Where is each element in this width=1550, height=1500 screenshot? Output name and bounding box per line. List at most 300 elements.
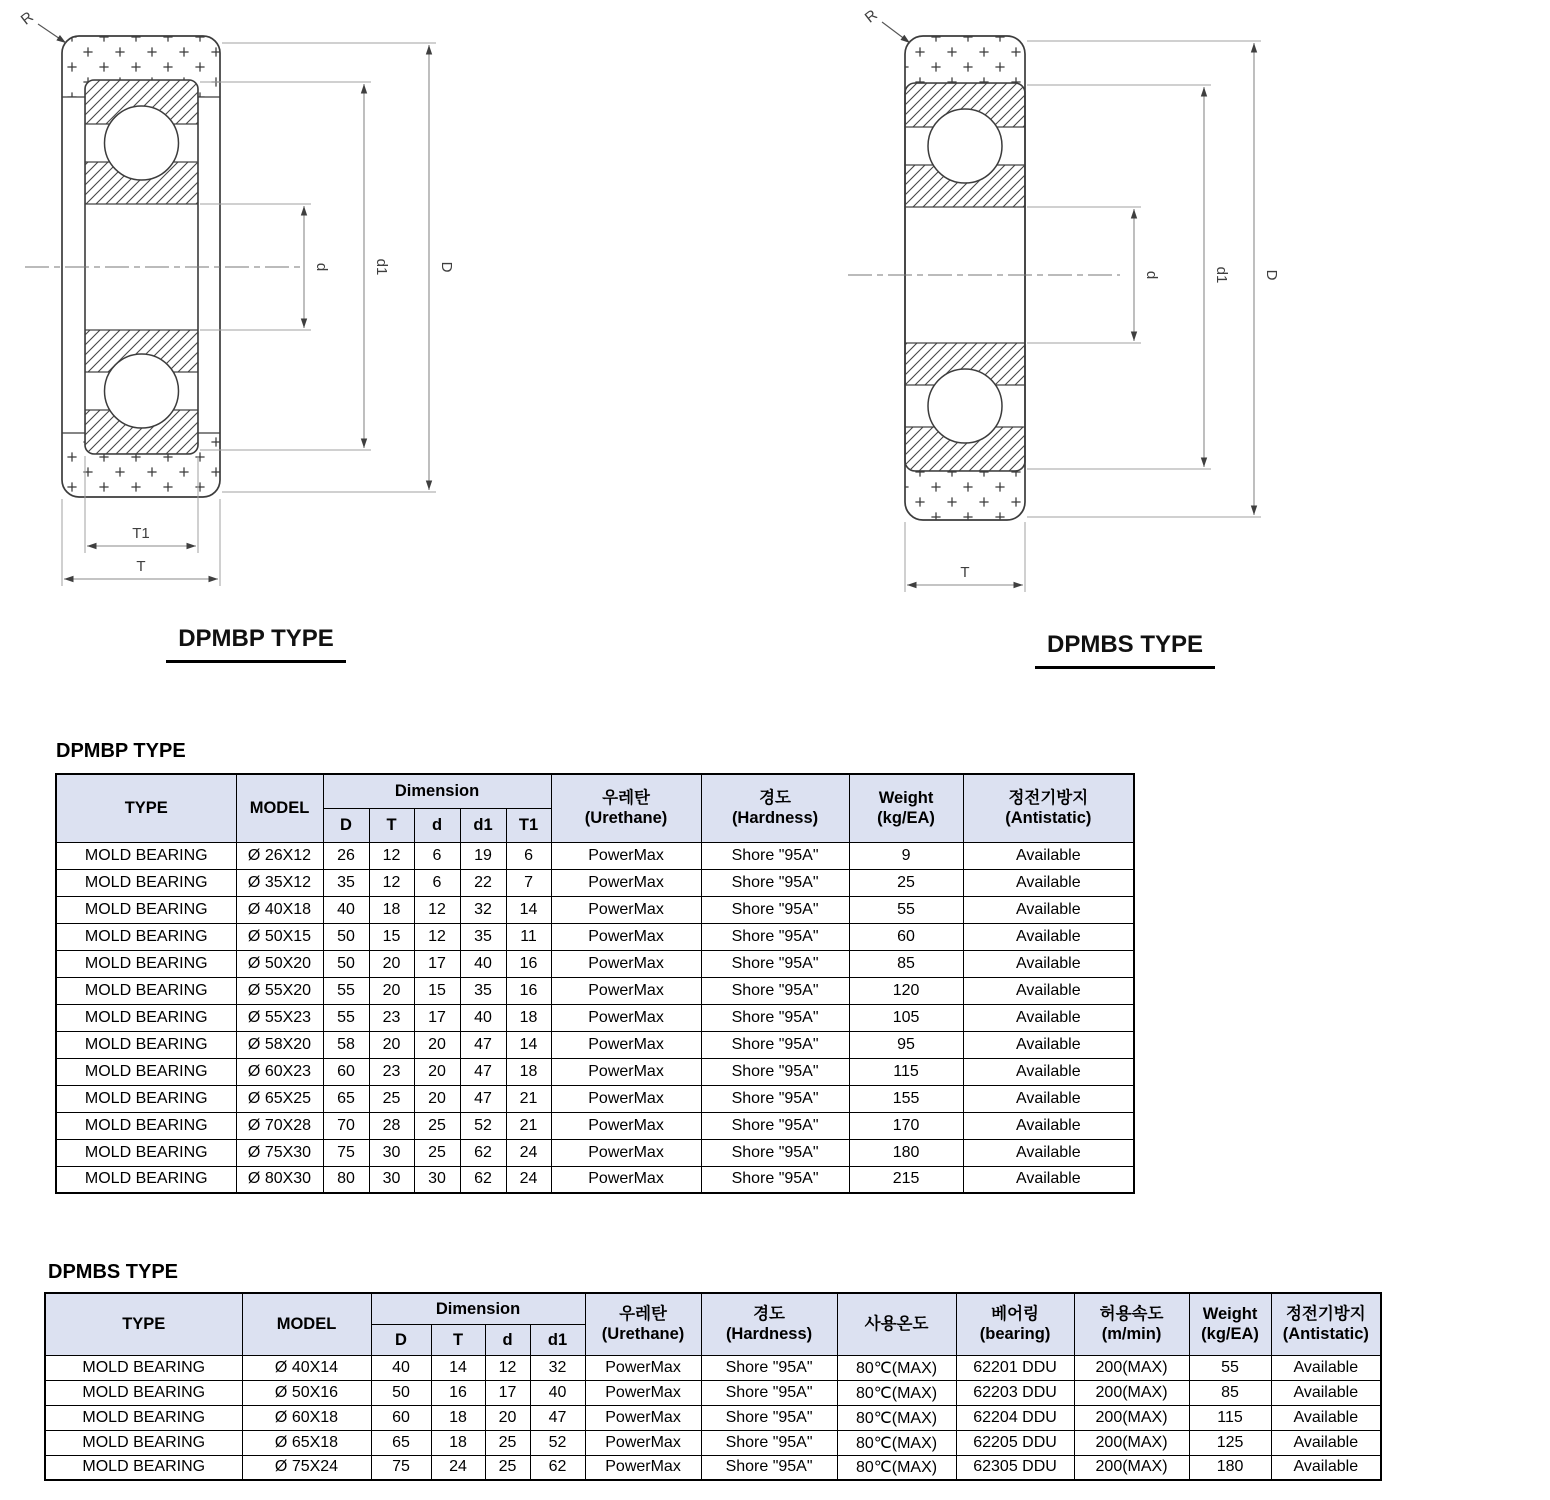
cell: Shore "95A"	[701, 1004, 849, 1031]
cell: 6	[414, 869, 460, 896]
cell: 75	[323, 1139, 369, 1166]
table-row	[45, 1455, 1381, 1480]
cell: 215	[849, 1166, 963, 1193]
cell: 105	[849, 1004, 963, 1031]
cell: Available	[963, 869, 1134, 896]
cell: 200(MAX)	[1074, 1430, 1189, 1455]
col-weight-l1: Weight	[1202, 1305, 1258, 1324]
col-urethane-ko: 우레탄	[619, 1305, 667, 1324]
dpmbp-diagram	[18, 8, 455, 586]
cell: Ø 75X24	[242, 1455, 371, 1480]
cell: 47	[460, 1031, 506, 1058]
cell: 55	[849, 896, 963, 923]
cell: 40	[460, 950, 506, 977]
cell: Shore "95A"	[701, 1058, 849, 1085]
cell: 30	[414, 1166, 460, 1193]
cell: Shore "95A"	[701, 950, 849, 977]
bore-label: d	[313, 262, 330, 272]
cell: Shore "95A"	[701, 896, 849, 923]
cell: MOLD BEARING	[56, 1112, 236, 1139]
cell: Shore "95A"	[701, 1380, 837, 1405]
cell: 26	[323, 842, 369, 869]
cell: 80	[323, 1166, 369, 1193]
col-dimension-group: Dimension	[371, 1293, 585, 1324]
cell: PowerMax	[551, 1112, 701, 1139]
col-bearing	[956, 1293, 1074, 1355]
inner-width-label: T1	[132, 525, 150, 542]
cell: 62305 DDU	[956, 1455, 1074, 1480]
col-hardness-ko: 경도	[753, 1305, 785, 1324]
cell: 23	[369, 1004, 414, 1031]
cell: 200(MAX)	[1074, 1405, 1189, 1430]
cell: 47	[530, 1405, 585, 1430]
cell: 14	[431, 1355, 485, 1380]
col-hardness	[701, 1293, 837, 1355]
cell: 25	[849, 869, 963, 896]
cell: 120	[849, 977, 963, 1004]
width-label: T	[960, 564, 970, 581]
cell: Available	[1271, 1405, 1381, 1430]
col-type: TYPE	[45, 1293, 242, 1355]
table-row	[45, 1430, 1381, 1455]
ball-bottom	[105, 354, 179, 428]
outer-dia-label: D	[1263, 269, 1280, 281]
col-hardness	[701, 774, 849, 842]
col-urethane	[551, 774, 701, 842]
table-row	[56, 842, 1134, 869]
cell: MOLD BEARING	[56, 977, 236, 1004]
dpmbs-table-header	[45, 1293, 1381, 1355]
cell: Shore "95A"	[701, 1112, 849, 1139]
cell: Shore "95A"	[701, 1355, 837, 1380]
cell: Shore "95A"	[701, 1031, 849, 1058]
cell: Available	[963, 1112, 1134, 1139]
dpmbs-diagram	[848, 6, 1280, 592]
cell: 12	[369, 869, 414, 896]
cell: MOLD BEARING	[56, 869, 236, 896]
cell: Shore "95A"	[701, 869, 849, 896]
cell: MOLD BEARING	[45, 1430, 242, 1455]
cell: Shore "95A"	[701, 923, 849, 950]
cell: 85	[1189, 1380, 1271, 1405]
cell: 28	[369, 1112, 414, 1139]
col-hardness-en: (Hardness)	[731, 809, 819, 828]
cell: 20	[369, 950, 414, 977]
cell: 52	[460, 1112, 506, 1139]
cell: 12	[414, 896, 460, 923]
cell: 17	[414, 1004, 460, 1031]
cell: 21	[506, 1112, 551, 1139]
cell: 25	[485, 1455, 530, 1480]
radius-label: R	[17, 8, 37, 29]
cell: MOLD BEARING	[56, 950, 236, 977]
cell: MOLD BEARING	[56, 1139, 236, 1166]
dpmbp-table-body	[56, 842, 1134, 1193]
cell: 70	[323, 1112, 369, 1139]
cell: 18	[431, 1405, 485, 1430]
cell: 35	[323, 869, 369, 896]
cell: Ø 35X12	[236, 869, 323, 896]
dpmbs-table-caption: DPMBS TYPE	[48, 1261, 179, 1283]
cell: 16	[506, 977, 551, 1004]
cell: PowerMax	[551, 896, 701, 923]
cell: Ø 60X18	[242, 1405, 371, 1430]
col-antistatic	[963, 774, 1134, 842]
cell: Shore "95A"	[701, 977, 849, 1004]
col-hardness-en: (Hardness)	[725, 1325, 813, 1344]
cell: 55	[323, 977, 369, 1004]
cell: 80℃(MAX)	[837, 1380, 956, 1405]
cell: PowerMax	[585, 1355, 701, 1380]
col-weight-l2: (kg/EA)	[877, 809, 935, 828]
cell: 65	[323, 1085, 369, 1112]
ball-bottom	[928, 369, 1002, 443]
cell: 115	[1189, 1405, 1271, 1430]
cell: PowerMax	[551, 1031, 701, 1058]
col-urethane-en: (Urethane)	[601, 1325, 685, 1344]
cell: PowerMax	[551, 950, 701, 977]
cell: 80℃(MAX)	[837, 1430, 956, 1455]
cell: 180	[1189, 1455, 1271, 1480]
cell: 24	[506, 1139, 551, 1166]
cell: PowerMax	[585, 1380, 701, 1405]
cell: 60	[371, 1405, 431, 1430]
outer-dia-label: D	[438, 261, 455, 273]
cell: Available	[1271, 1430, 1381, 1455]
cell: Ø 50X15	[236, 923, 323, 950]
cell: 200(MAX)	[1074, 1455, 1189, 1480]
cell: Available	[963, 923, 1134, 950]
table-row	[45, 1405, 1381, 1430]
cell: 25	[414, 1139, 460, 1166]
cell: 12	[414, 923, 460, 950]
col-antistatic-en: (Antistatic)	[1282, 1325, 1369, 1344]
cell: Ø 50X20	[236, 950, 323, 977]
cell: 62205 DDU	[956, 1430, 1074, 1455]
cell: 16	[431, 1380, 485, 1405]
dpmbs-table-body	[45, 1355, 1381, 1480]
cell: 40	[530, 1380, 585, 1405]
cell: Available	[1271, 1455, 1381, 1480]
cell: Shore "95A"	[701, 1455, 837, 1480]
col-speed-ko: 허용속도	[1099, 1305, 1164, 1324]
cell: 75	[371, 1455, 431, 1480]
cell: 18	[369, 896, 414, 923]
cell: MOLD BEARING	[45, 1455, 242, 1480]
cell: MOLD BEARING	[45, 1405, 242, 1430]
cell: 30	[369, 1139, 414, 1166]
cell: 52	[530, 1430, 585, 1455]
cell: Available	[963, 1166, 1134, 1193]
cell: 80℃(MAX)	[837, 1355, 956, 1380]
cell: 55	[323, 1004, 369, 1031]
cell: 125	[1189, 1430, 1271, 1455]
col-weight-l1: Weight	[878, 789, 934, 808]
cell: 55	[1189, 1355, 1271, 1380]
table-row	[56, 869, 1134, 896]
col-antistatic	[1271, 1293, 1381, 1355]
cell: 6	[414, 842, 460, 869]
cell: 35	[460, 977, 506, 1004]
cell: Available	[963, 950, 1134, 977]
cell: MOLD BEARING	[45, 1355, 242, 1380]
cell: 20	[369, 1031, 414, 1058]
cell: 17	[485, 1380, 530, 1405]
cell: 32	[460, 896, 506, 923]
radius-label: R	[861, 6, 881, 27]
cell: 25	[485, 1430, 530, 1455]
cell: 62201 DDU	[956, 1355, 1074, 1380]
cell: 14	[506, 896, 551, 923]
cell: Ø 40X14	[242, 1355, 371, 1380]
cell: MOLD BEARING	[56, 896, 236, 923]
inner-dia-label: d1	[373, 258, 390, 276]
cell: PowerMax	[585, 1430, 701, 1455]
col-operating-temp: 사용온도	[837, 1293, 956, 1355]
cell: Ø 65X18	[242, 1430, 371, 1455]
cell: Available	[963, 1085, 1134, 1112]
width-label: T	[136, 558, 146, 575]
cell: 85	[849, 950, 963, 977]
cell: 23	[369, 1058, 414, 1085]
cell: 35	[460, 923, 506, 950]
cell: 50	[323, 923, 369, 950]
cell: 21	[506, 1085, 551, 1112]
cell: PowerMax	[551, 869, 701, 896]
bore-label: d	[1143, 270, 1160, 280]
cell: 15	[414, 977, 460, 1004]
cell: Available	[963, 1139, 1134, 1166]
cell: PowerMax	[551, 842, 701, 869]
cell: 155	[849, 1085, 963, 1112]
cell: 50	[371, 1380, 431, 1405]
cell: 62204 DDU	[956, 1405, 1074, 1430]
cell: 16	[506, 950, 551, 977]
cell: 200(MAX)	[1074, 1380, 1189, 1405]
cell: 15	[369, 923, 414, 950]
table-row	[56, 950, 1134, 977]
cell: 20	[414, 1031, 460, 1058]
ball-top	[105, 106, 179, 180]
cell: 18	[431, 1430, 485, 1455]
cell: 19	[460, 842, 506, 869]
col-weight	[849, 774, 963, 842]
cell: 20	[414, 1058, 460, 1085]
col-hardness-ko: 경도	[759, 789, 791, 808]
table-row	[56, 1166, 1134, 1193]
dpmbs-diagram-title-text: DPMBS TYPE	[1035, 631, 1215, 669]
cell: Ø 40X18	[236, 896, 323, 923]
cell: 20	[485, 1405, 530, 1430]
cell: 47	[460, 1058, 506, 1085]
dpmbs-spec-table	[44, 1292, 1382, 1481]
cell: 18	[506, 1058, 551, 1085]
cell: 115	[849, 1058, 963, 1085]
cell: 20	[414, 1085, 460, 1112]
ball-top	[928, 109, 1002, 183]
cell: 50	[323, 950, 369, 977]
table-row	[56, 977, 1134, 1004]
cell: 62	[460, 1166, 506, 1193]
col-dim-D: D	[323, 808, 369, 842]
col-dim-d1: d1	[530, 1324, 585, 1355]
dpmbp-table-header	[56, 774, 1134, 842]
cell: MOLD BEARING	[56, 1166, 236, 1193]
table-row	[56, 1031, 1134, 1058]
cell: MOLD BEARING	[56, 842, 236, 869]
table-row	[45, 1355, 1381, 1380]
col-allowable-speed	[1074, 1293, 1189, 1355]
cell: 80℃(MAX)	[837, 1405, 956, 1430]
cell: Ø 50X16	[242, 1380, 371, 1405]
col-bearing-ko: 베어링	[991, 1305, 1039, 1324]
cell: 11	[506, 923, 551, 950]
cell: 25	[414, 1112, 460, 1139]
col-urethane	[585, 1293, 701, 1355]
cell: MOLD BEARING	[56, 923, 236, 950]
dpmbs-diagram-title	[1015, 631, 1235, 669]
cell: PowerMax	[551, 1058, 701, 1085]
cell: Shore "95A"	[701, 1405, 837, 1430]
col-dim-T: T	[369, 808, 414, 842]
cell: Available	[963, 1058, 1134, 1085]
dpmbp-diagram-title-text: DPMBP TYPE	[166, 625, 346, 663]
dpmbp-table-caption: DPMBP TYPE	[56, 740, 186, 762]
cell: 7	[506, 869, 551, 896]
cell: 200(MAX)	[1074, 1355, 1189, 1380]
cell: 24	[431, 1455, 485, 1480]
col-antistatic-ko: 정전기방지	[1285, 1305, 1366, 1324]
col-dim-d1: d1	[460, 808, 506, 842]
table-row	[56, 1058, 1134, 1085]
cell: 95	[849, 1031, 963, 1058]
cell: 30	[369, 1166, 414, 1193]
col-type: TYPE	[56, 774, 236, 842]
table-row	[56, 896, 1134, 923]
cell: 12	[369, 842, 414, 869]
cell: Ø 55X20	[236, 977, 323, 1004]
cell: 24	[506, 1166, 551, 1193]
cell: 80℃(MAX)	[837, 1455, 956, 1480]
col-weight-l2: (kg/EA)	[1201, 1325, 1259, 1344]
cell: MOLD BEARING	[56, 1085, 236, 1112]
col-model: MODEL	[236, 774, 323, 842]
table-row	[45, 1380, 1381, 1405]
col-dim-T: T	[431, 1324, 485, 1355]
cell: Shore "95A"	[701, 842, 849, 869]
col-bearing-en: (bearing)	[979, 1325, 1051, 1344]
cell: PowerMax	[551, 977, 701, 1004]
cell: MOLD BEARING	[45, 1380, 242, 1405]
cell: Ø 65X25	[236, 1085, 323, 1112]
cell: 25	[369, 1085, 414, 1112]
cell: Available	[963, 1031, 1134, 1058]
table-row	[56, 1112, 1134, 1139]
cell: Shore "95A"	[701, 1139, 849, 1166]
cell: Available	[963, 842, 1134, 869]
table-row	[56, 923, 1134, 950]
cell: Available	[1271, 1355, 1381, 1380]
cell: PowerMax	[551, 1139, 701, 1166]
cell: PowerMax	[585, 1455, 701, 1480]
col-urethane-ko: 우레탄	[602, 789, 650, 808]
cell: 22	[460, 869, 506, 896]
cell: PowerMax	[551, 1085, 701, 1112]
col-dim-D: D	[371, 1324, 431, 1355]
cell: Shore "95A"	[701, 1430, 837, 1455]
cell: 170	[849, 1112, 963, 1139]
cell: Ø 55X23	[236, 1004, 323, 1031]
col-antistatic-en: (Antistatic)	[1005, 809, 1092, 828]
cell: PowerMax	[551, 1166, 701, 1193]
cell: Ø 26X12	[236, 842, 323, 869]
col-dim-d: d	[414, 808, 460, 842]
cell: 40	[460, 1004, 506, 1031]
cell: 47	[460, 1085, 506, 1112]
col-dim-T1: T1	[506, 808, 551, 842]
cell: Ø 60X23	[236, 1058, 323, 1085]
cell: 62203 DDU	[956, 1380, 1074, 1405]
cell: 32	[530, 1355, 585, 1380]
cell: Available	[963, 977, 1134, 1004]
bearing-diagrams	[0, 0, 1550, 620]
table-row	[56, 1004, 1134, 1031]
cell: 60	[849, 923, 963, 950]
cell: PowerMax	[551, 1004, 701, 1031]
cell: Ø 80X30	[236, 1166, 323, 1193]
cell: 14	[506, 1031, 551, 1058]
cell: 12	[485, 1355, 530, 1380]
cell: 17	[414, 950, 460, 977]
cell: Available	[1271, 1380, 1381, 1405]
cell: MOLD BEARING	[56, 1031, 236, 1058]
col-urethane-en: (Urethane)	[584, 809, 668, 828]
cell: 40	[371, 1355, 431, 1380]
dpmbp-diagram-title	[146, 625, 366, 663]
col-antistatic-ko: 정전기방지	[1008, 789, 1089, 808]
col-dim-d: d	[485, 1324, 530, 1355]
col-dimension-group: Dimension	[323, 774, 551, 808]
cell: 60	[323, 1058, 369, 1085]
table-row	[56, 1085, 1134, 1112]
cell: PowerMax	[585, 1405, 701, 1430]
cell: 62	[460, 1139, 506, 1166]
cell: 65	[371, 1430, 431, 1455]
cell: 180	[849, 1139, 963, 1166]
cell: Available	[963, 896, 1134, 923]
dpmbp-spec-table	[55, 773, 1135, 1194]
table-row	[56, 1139, 1134, 1166]
cell: MOLD BEARING	[56, 1004, 236, 1031]
cell: 20	[369, 977, 414, 1004]
col-speed-en: (m/min)	[1101, 1325, 1162, 1344]
cell: Shore "95A"	[701, 1085, 849, 1112]
col-model: MODEL	[242, 1293, 371, 1355]
cell: Ø 70X28	[236, 1112, 323, 1139]
cell: 40	[323, 896, 369, 923]
cell: 6	[506, 842, 551, 869]
cell: 62	[530, 1455, 585, 1480]
inner-dia-label: d1	[1213, 266, 1230, 284]
cell: MOLD BEARING	[56, 1058, 236, 1085]
cell: 18	[506, 1004, 551, 1031]
cell: PowerMax	[551, 923, 701, 950]
cell: Ø 58X20	[236, 1031, 323, 1058]
cell: 58	[323, 1031, 369, 1058]
cell: 9	[849, 842, 963, 869]
cell: Shore "95A"	[701, 1166, 849, 1193]
cell: Available	[963, 1004, 1134, 1031]
